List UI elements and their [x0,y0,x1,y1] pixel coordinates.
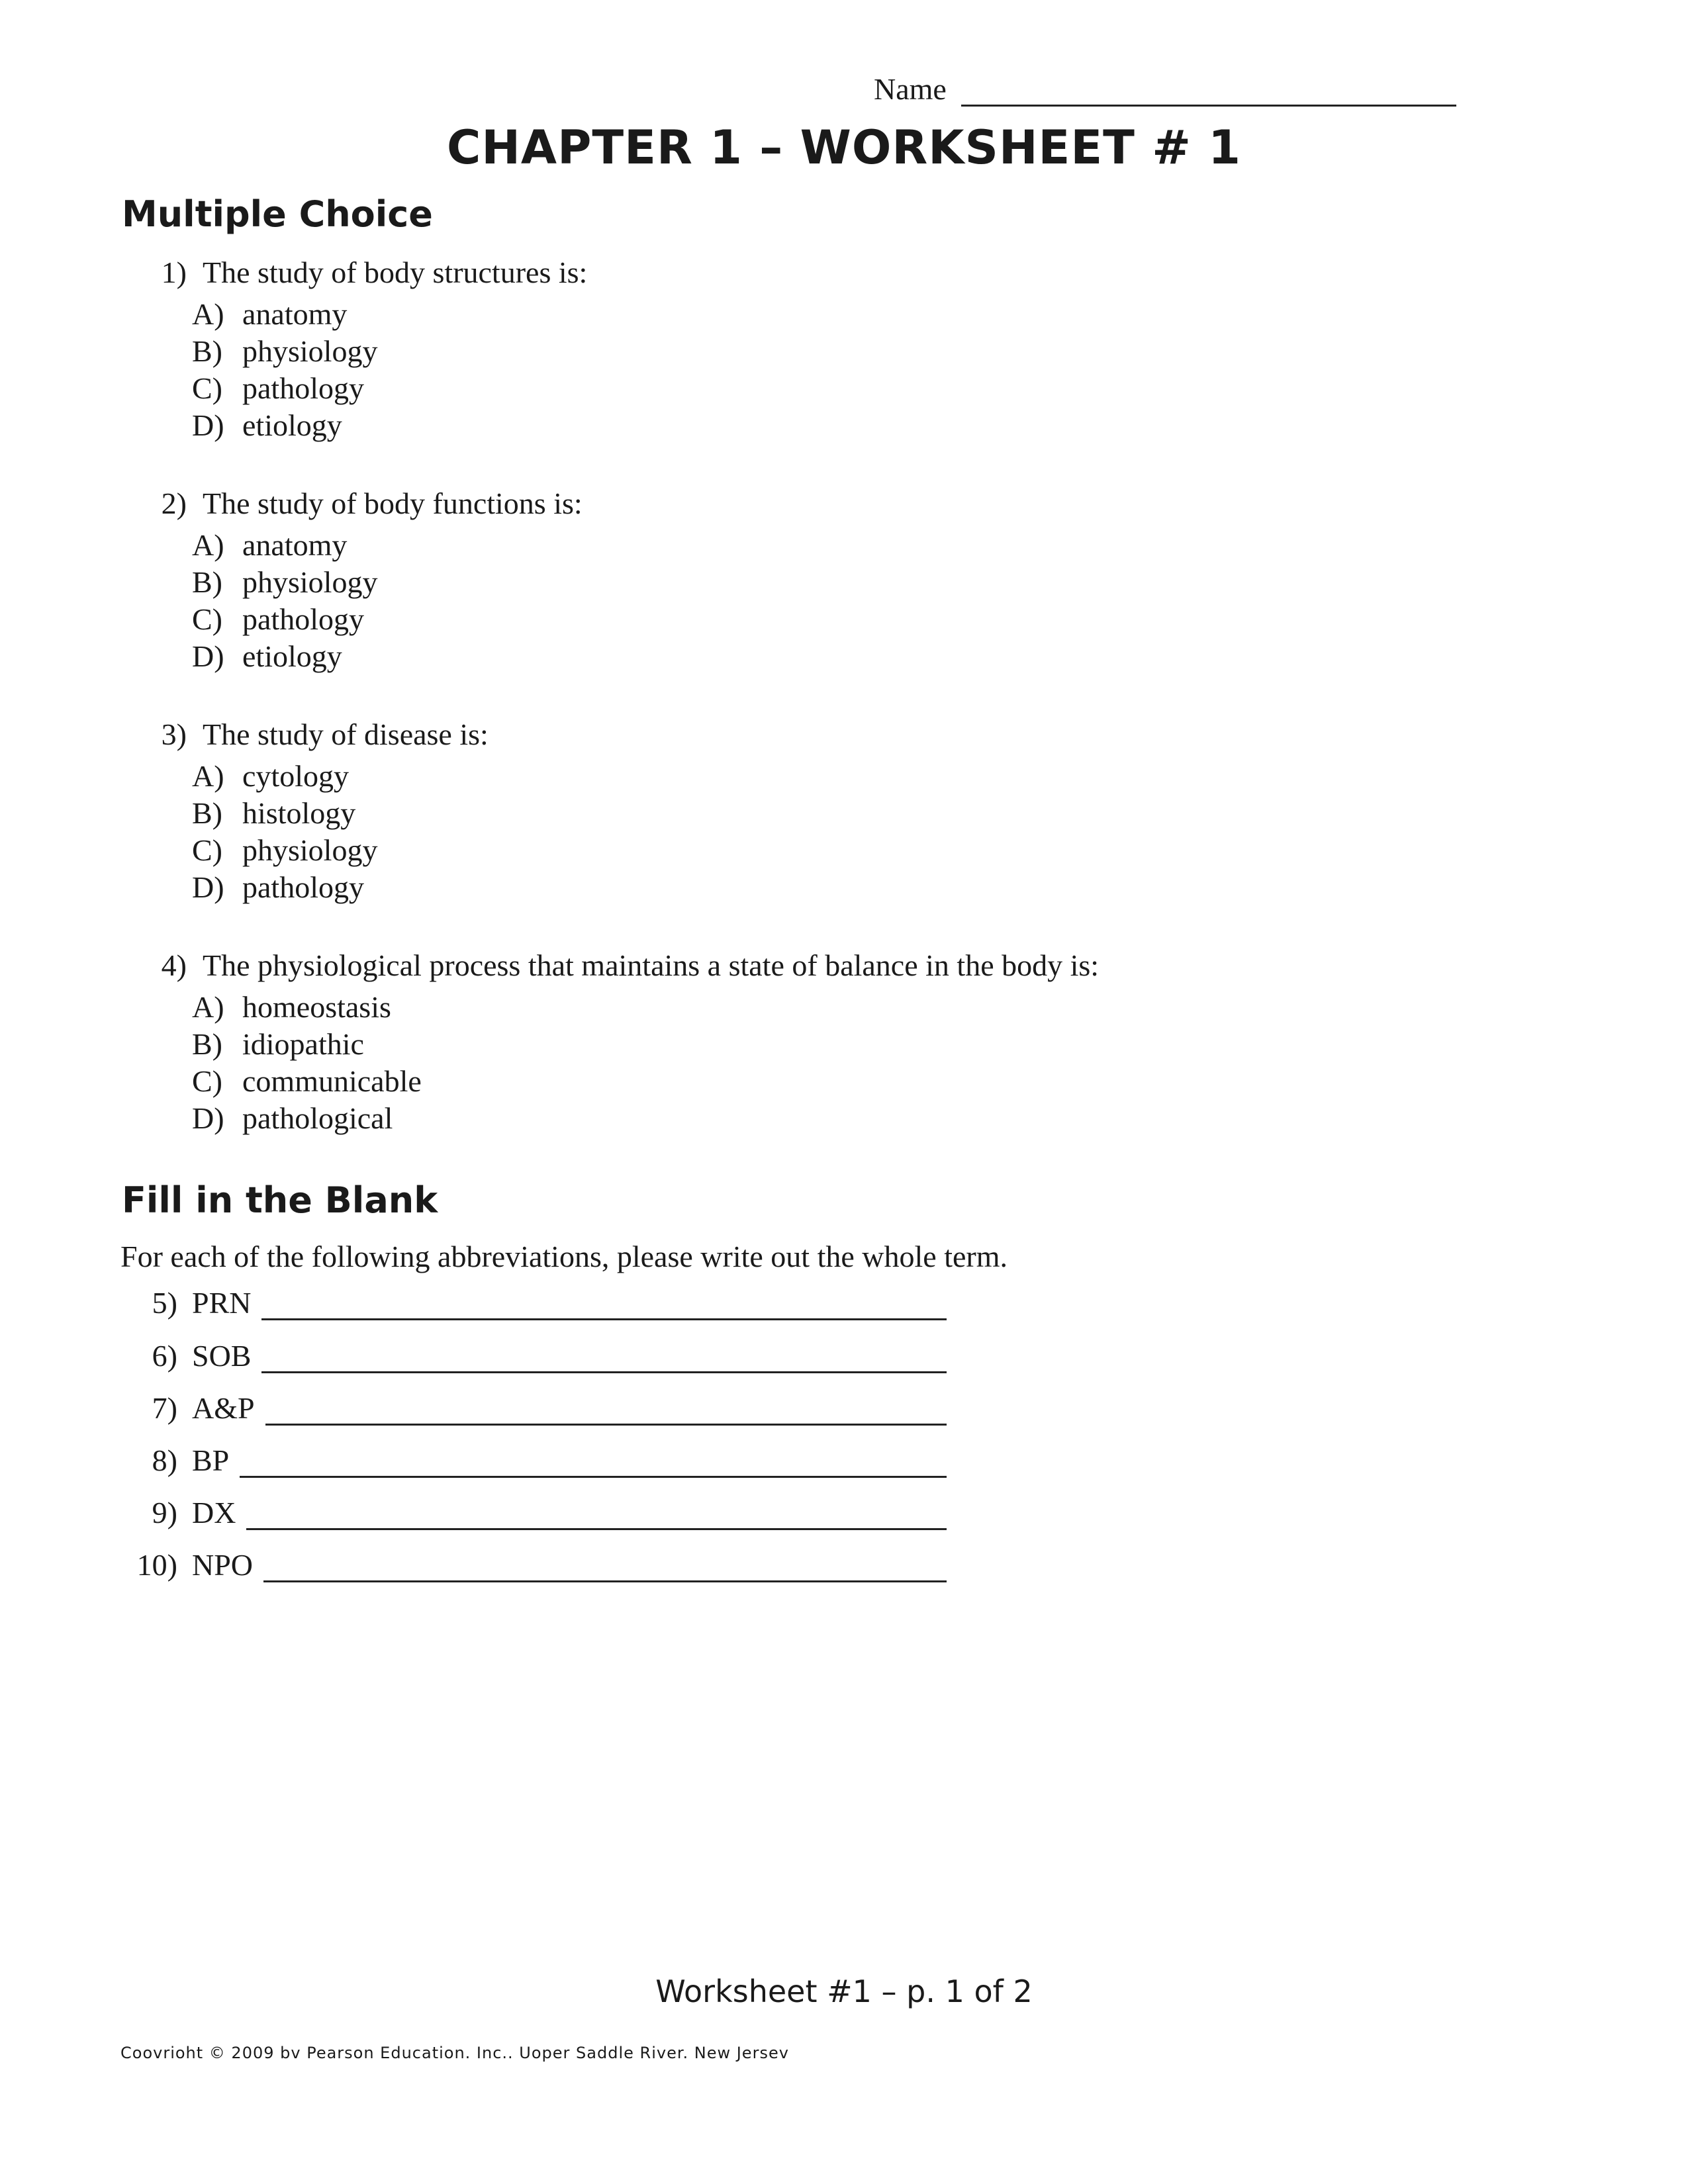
fill-in-blank-heading: Fill in the Blank [122,1179,438,1221]
name-label: Name [874,72,947,106]
question-number: 1) [161,255,187,289]
answer-options [139,296,1331,444]
option-b[interactable]: B) histology [192,796,356,830]
option-c[interactable]: C) physiology [192,833,378,867]
item-number: 6) [152,1339,177,1373]
copyright-notice: Coovrioht © 2009 bv Pearson Education. Inc.. Uoper Saddle River. New Jersev [120,2044,789,2062]
question-3 [139,711,1331,906]
question-text: The physiological process that maintains a state of balance in the body is: [203,948,1100,982]
item-number: 10) [136,1548,177,1582]
question-stem [139,480,1331,527]
blank-item-9 [126,1490,947,1530]
blank-item-5 [126,1281,947,1320]
option-d[interactable]: D) pathological [192,1101,393,1135]
option-c[interactable]: C) communicable [192,1064,422,1098]
answer-options [139,989,1331,1137]
blank-item-8 [126,1438,947,1478]
item-number: 7) [152,1391,177,1425]
blank-item-10 [126,1543,947,1582]
answer-options [139,758,1331,906]
option-c[interactable]: C) pathology [192,371,364,405]
option-d[interactable]: D) pathology [192,870,364,904]
answer-line[interactable] [265,1414,947,1426]
answer-line[interactable] [246,1519,947,1530]
question-number: 2) [161,486,187,520]
question-1 [139,250,1331,444]
answer-line[interactable] [261,1309,947,1320]
multiple-choice-heading: Multiple Choice [122,193,433,235]
abbreviation: DX [192,1496,236,1529]
question-4 [139,942,1331,1137]
option-b[interactable]: B) physiology [192,334,378,368]
question-number: 4) [161,948,187,982]
abbreviation: NPO [192,1548,254,1582]
page-title: CHAPTER 1 – WORKSHEET # 1 [446,120,1242,175]
abbreviation: SOB [192,1339,252,1373]
question-text: The study of disease is: [203,717,489,751]
question-stem [139,711,1331,758]
option-b[interactable]: B) physiology [192,565,378,599]
option-d[interactable]: D) etiology [192,639,342,673]
question-stem [139,250,1331,296]
option-b[interactable]: B) idiopathic [192,1027,364,1061]
answer-line[interactable] [261,1362,947,1373]
item-number: 5) [152,1286,177,1320]
option-d[interactable]: D) etiology [192,408,342,442]
name-field[interactable] [874,71,1456,107]
question-text: The study of body structures is: [203,255,588,289]
question-text: The study of body functions is: [203,486,583,520]
blank-item-7 [126,1386,947,1426]
item-number: 9) [152,1496,177,1529]
option-c[interactable]: C) pathology [192,602,364,636]
answer-options [139,527,1331,675]
instructions: For each of the following abbreviations, please write out the whole term. [120,1240,1008,1273]
name-blank-line[interactable] [961,90,1456,107]
blank-item-6 [126,1334,947,1373]
option-a[interactable]: A) anatomy [192,297,348,331]
question-stem [139,942,1331,989]
answer-line[interactable] [240,1467,947,1478]
page-number: Worksheet #1 – p. 1 of 2 [655,1974,1033,2009]
option-a[interactable]: A) cytology [192,759,349,793]
abbreviation: BP [192,1443,230,1477]
abbreviation: A&P [192,1391,255,1425]
question-2 [139,480,1331,675]
abbreviation: PRN [192,1286,252,1320]
question-number: 3) [161,717,187,751]
item-number: 8) [152,1443,177,1477]
answer-line[interactable] [263,1571,947,1582]
option-a[interactable]: A) homeostasis [192,990,391,1024]
option-a[interactable]: A) anatomy [192,528,348,562]
